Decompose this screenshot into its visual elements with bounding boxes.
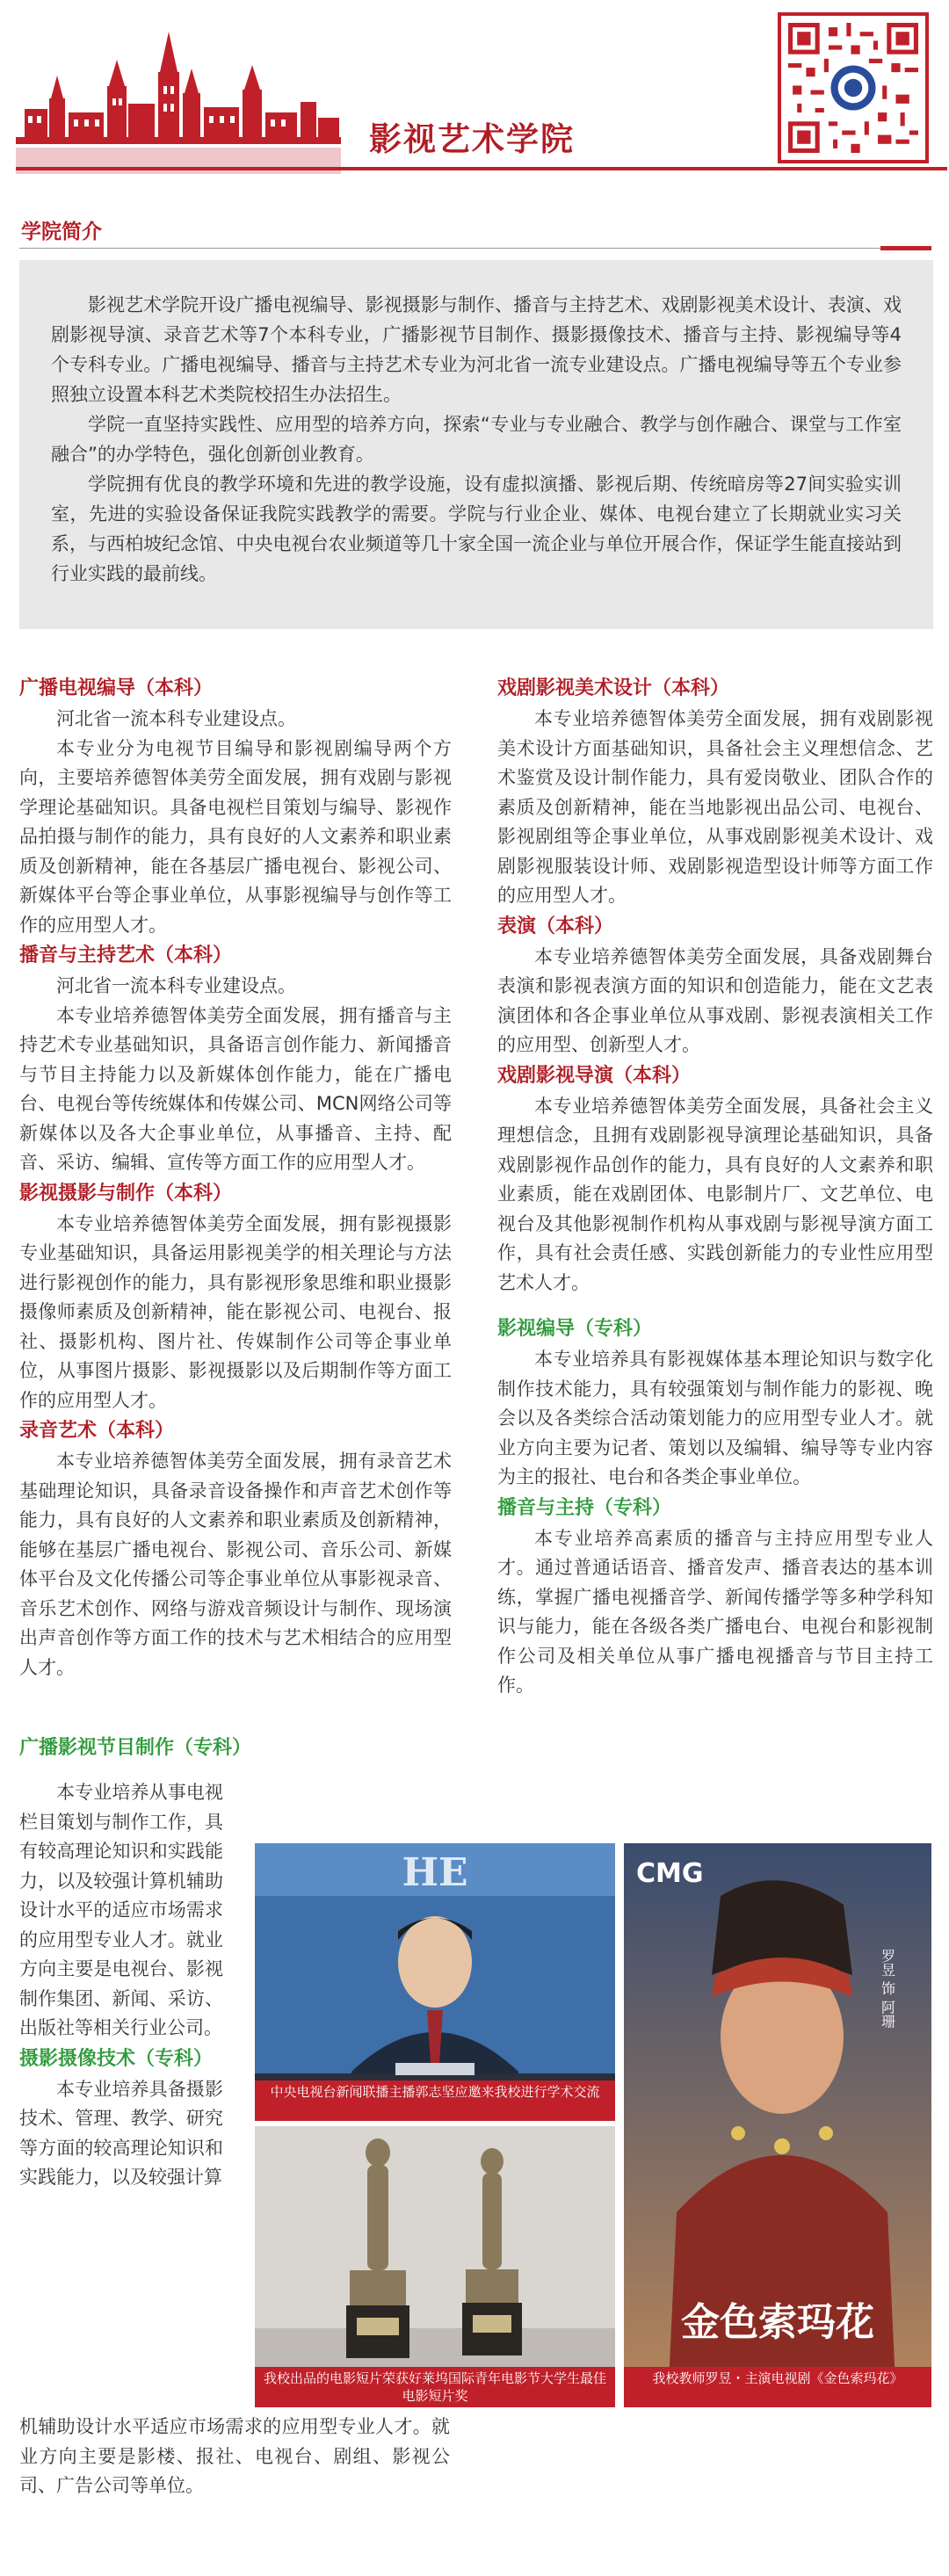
photo-tv-drama-poster (624, 1843, 931, 2403)
intro-heading: 学院简介 (21, 221, 102, 243)
intro-rule-accent (880, 246, 931, 250)
program-title: 摄影摄像技术（专科） (19, 2047, 214, 2070)
program-description: 本专业培养从事电视栏目策划与制作工作，具有较高理论知识和实践能力，以及较强计算机辅助设计水平的适应市场需求的应用型专业人才。就业方向主要是电视台、影视制作集团、新闻、采访、出版社等相关行业公司。 (19, 1782, 223, 2038)
programs-right-column (497, 673, 933, 1701)
photo-anchor-lecture (255, 1843, 615, 2117)
program-note: 河北省一流本科专业建设点。 (56, 975, 296, 996)
header-rule (16, 167, 947, 170)
program-description: 本专业培养德智体美劳全面发展，拥有录音艺术基础理论知识，具备录音设备操作和声音艺术创作等能力，具有良好的人文素养和职业素质及创新精神，能够在基层广播电视台、影视公司、音乐公司、新媒体平台及文化传播公司等企事业单位从事影视录音、音乐艺术创作、网络与游戏音频设计与制作、现场演出声音创作等方面工作的技术与艺术相结合的应用型人才。 (19, 1451, 452, 1678)
program-description: 本专业培养具有影视媒体基本理论知识与数字化制作技术能力，具有较强策划与制作能力的影视、晚会以及各类综合活动策划能力的应用型专业人才。就业方向主要为记者、策划以及编辑、编导等专业内容为主的报社、电台和各类企事业单位。 (497, 1349, 933, 1487)
program-title: 戏剧影视导演（本科） (497, 1064, 692, 1087)
trophy-photo-image (255, 2126, 615, 2403)
intro-paragraph: 影视艺术学院开设广播电视编导、影视摄影与制作、播音与主持艺术、戏剧影视美术设计、表演、戏剧影视导演、录音艺术等7个本科专业，广播影视节目制作、摄影摄像技术、播音与主持、影视编导等4个专科专业。广播电视编导、播音与主持艺术专业为河北省一流专业建设点。广播电视编导等五个专业参照独立设置本科艺术类院校招生办法招生。 (51, 294, 902, 405)
photo-caption: 我校教师罗昱・主演电视剧《金色索玛花》 (624, 2367, 931, 2407)
cmg-logo: CMG (636, 1858, 704, 1889)
photo-caption: 我校出品的电影短片荣获好莱坞国际青年电影节大学生最佳电影短片奖 (255, 2367, 615, 2407)
program-title: 影视编导（专科） (497, 1318, 653, 1340)
lecture-photo-image (255, 1843, 615, 2117)
programs-left-column (19, 673, 452, 1682)
intro-paragraph: 学院拥有优良的教学环境和先进的教学设施，设有虚拟演播、影视后期、传统暗房等27间实验实训室，先进的实验设备保证我院实践教学的需要。学院与行业企业、媒体、电视台建立了长期就业实习关系，与西柏坡纪念馆、中央电视台农业频道等几十家全国一流企业与单位开展合作，保证学生能直接站到行业实践的最前线。 (51, 474, 902, 584)
program-title: 表演（本科） (497, 915, 614, 937)
program-note: 河北省一流本科专业建设点。 (56, 708, 296, 729)
qr-code-icon (788, 23, 918, 153)
campus-skyline-illustration (16, 25, 341, 176)
program-title: 戏剧影视美术设计（本科） (497, 677, 730, 699)
intro-box (19, 260, 933, 629)
program-description: 本专业培养德智体美劳全面发展，拥有戏剧影视美术设计方面基础知识，具备社会主义理想信念、艺术鉴赏及设计制作能力，具有爱岗敬业、团队合作的素质及创新精神，能在当地影视出品公司、电视台、影视剧组等企事业单位，从事戏剧影视美术设计、戏剧影视服装设计师、戏剧影视造型设计师等方面工作的应用型人才。 (497, 708, 933, 906)
college-title: 影视艺术学院 (369, 120, 575, 158)
program-description: 本专业培养德智体美劳全面发展，拥有影视摄影专业基础知识，具备运用影视美学的相关理论与方法进行影视创作的能力，具有影视形象思维和职业摄影摄像师素质及创新精神，能在影视公司、电视台、报社、摄影机构、图片社、传媒制作公司等企事业单位，从事图片摄影、影视摄影以及后期制作等方面工作的应用型人才。 (19, 1212, 452, 1411)
program-title: 录音艺术（本科） (19, 1420, 175, 1442)
program-description: 本专业分为电视节目编导和影视剧编导两个方向，主要培养德智体美劳全面发展，拥有戏剧与影视学理论基础知识。具备电视栏目策划与编导、影视作品拍摄与制作的能力，具有良好的人文素养和职业素质及创新精神，能在各基层广播电视台、影视公司、新媒体平台等企事业单位，从事影视编导与创作等工作的应用型人才。 (19, 737, 452, 936)
program-title: 播音与主持（专科） (497, 1496, 672, 1519)
program-title: 播音与主持艺术（本科） (19, 944, 233, 966)
program-description: 机辅助设计水平适应市场需求的应用型专业人才。就业方向主要是影楼、报社、电视台、剧组、影视公司、广告公司等单位。 (19, 2416, 450, 2496)
program-description: 本专业培养德智体美劳全面发展，具备社会主义理想信念，且拥有戏剧影视导演理论基础知识，具备戏剧影视作品创作的能力，具有良好的人文素养和职业素质，能在戏剧团体、电影制片厂、文艺单位、电视台及其他影视制作机构从事戏剧与影视导演方面工作，具有社会责任感、实践创新能力的专业性应用型艺术人才。 (497, 1095, 933, 1293)
intro-paragraph: 学院一直坚持实践性、应用型的培养方向，探索“专业与专业融合、教学与创作融合、课堂与工作室融合”的办学特色，强化创新创业教育。 (51, 414, 902, 465)
program-description: 本专业培养德智体美劳全面发展，具备戏剧舞台表演和影视表演方面的知识和创造能力，能在文艺表演团体和各企事业单位从事戏剧、影视表演相关工作的应用型、创新型人才。 (497, 945, 933, 1055)
poster-actor-credit: 罗昱 饰 阿珊 (879, 1949, 896, 2029)
program-description: 本专业培养德智体美劳全面发展，拥有播音与主持艺术专业基础知识，具备语言创作能力、新闻播音与节目主持能力以及新媒体创作能力，能在广播电台、电视台等传统媒体和传媒公司、MCN网络公司等新媒体以及各大企事业单位，从事播音、主持、配音、采访、编辑、宣传等方面工作的应用型人才。 (19, 1004, 452, 1173)
backdrop-sign: HE (402, 1850, 468, 1895)
program-description-continued (19, 2413, 450, 2501)
program-description: 本专业培养高素质的播音与主持应用型专业人才。通过普通话语音、播音发声、播音表达的基本训练，掌握广播电视播音学、新闻传播学等多种学科知识与能力，能在各级各类广播电台、电视台和影视制作公司及相关单位从事广播电视播音与节目主持工作。 (497, 1527, 933, 1696)
qr-code-frame (778, 12, 929, 163)
poster-title: 金色索玛花 (681, 2300, 874, 2345)
photo-caption: 中央电视台新闻联播主播郭志坚应邀来我校进行学术交流 (255, 2080, 615, 2121)
program-title: 影视摄影与制作（本科） (19, 1182, 233, 1205)
photo-award-trophy (255, 2126, 615, 2403)
programs-narrow-column (19, 1737, 252, 2193)
program-title: 广播影视节目制作（专科） (19, 1737, 252, 1759)
program-title: 广播电视编导（本科） (19, 677, 214, 699)
poster-image (624, 1843, 931, 2403)
intro-rule (19, 248, 880, 249)
program-description: 本专业培养具备摄影技术、管理、教学、研究等方面的较高理论知识和实践能力，以及较强计算 (19, 2078, 223, 2188)
